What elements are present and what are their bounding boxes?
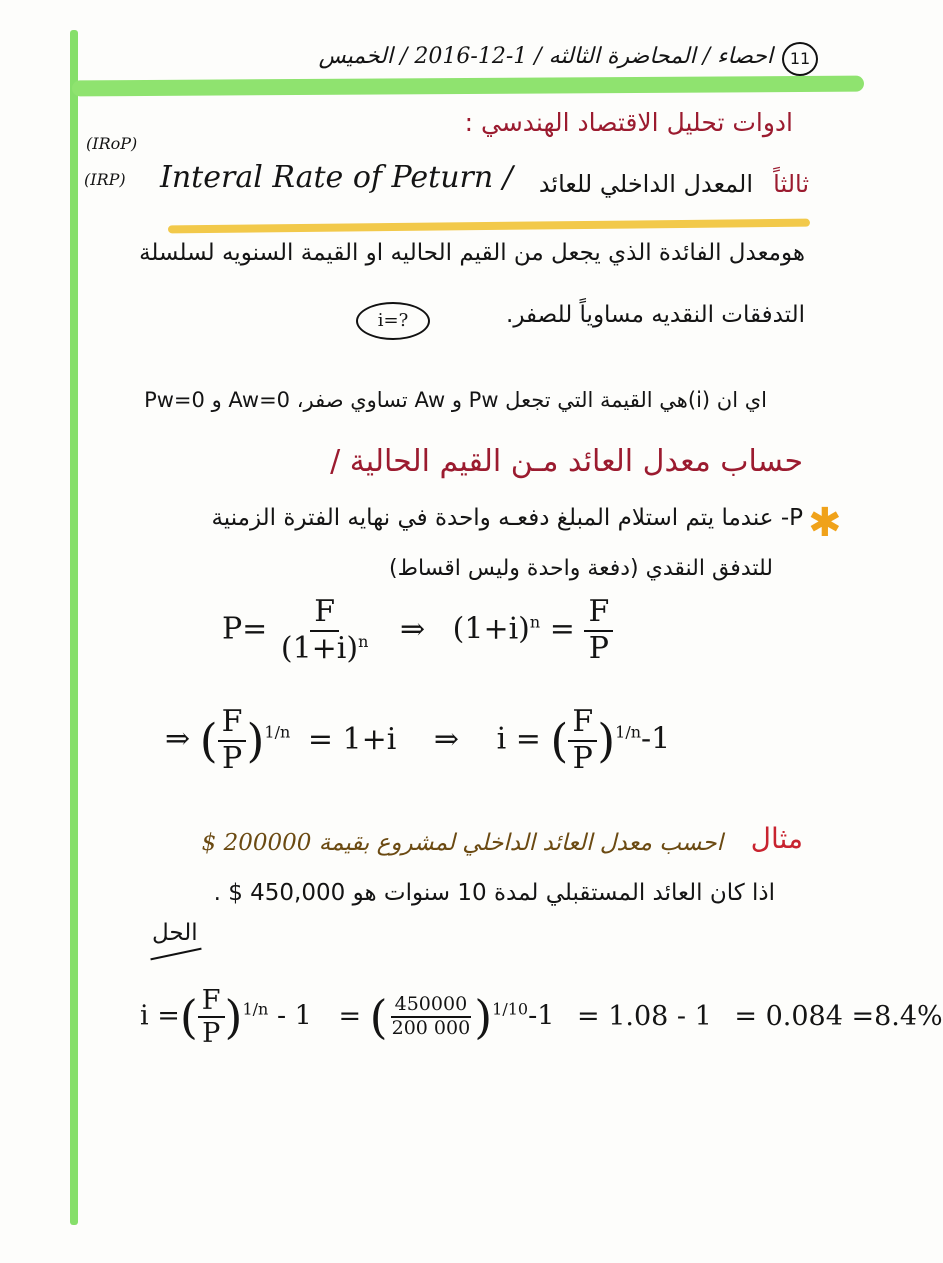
left-paren: ( — [179, 990, 198, 1045]
right-paren: ) — [246, 713, 265, 768]
formula-present-value — [222, 595, 613, 666]
formula3-result-1: = 1.08 - 1 — [576, 1000, 712, 1032]
formula3-fraction-2 — [388, 994, 475, 1040]
formula-worked-solution — [140, 985, 943, 1049]
right-paren: ) — [224, 990, 243, 1045]
formula1-arrow: ⇒ — [399, 611, 426, 647]
formula1-rhs-equals: = — [549, 611, 575, 647]
formula3-equals: = — [338, 1000, 362, 1032]
green-header-line — [72, 76, 864, 97]
formula3-result-2: = 0.084 =8.4% — [734, 1000, 943, 1032]
formula3-minus-2: -1 — [528, 1000, 555, 1032]
left-paren: ( — [550, 713, 569, 768]
formula3-minus-1: - 1 — [276, 1000, 312, 1032]
formula3-denominator: P — [202, 1018, 221, 1050]
definition-line-2: التدفقات النقديه مساوياً للصفر. — [506, 302, 805, 328]
section-heading: حساب معدل العائد مـن القيم الحالية / — [330, 444, 803, 479]
formula3-fraction — [198, 985, 225, 1049]
formula2-exponent-2: 1/n — [615, 722, 642, 742]
formula3-denominator-2: 200 000 — [391, 1017, 471, 1040]
formula1-den-exp: n — [358, 631, 369, 651]
left-paren: ( — [199, 713, 218, 768]
formula2-numerator-2: F — [568, 705, 597, 742]
formula2-denominator-2: P — [572, 740, 593, 776]
formula3-numerator: F — [198, 985, 225, 1018]
right-paren: ) — [597, 713, 616, 768]
formula1-rhs-denominator: P — [588, 630, 609, 666]
page-number-badge: 11 — [782, 42, 818, 76]
solution-label: الحل — [152, 920, 198, 946]
case-p-line-2: للتدفق النقدي (دفعة واحدة وليس اقساط) — [389, 556, 773, 581]
formula3-i-equals: i = — [140, 1000, 180, 1032]
formula2-numerator: F — [218, 705, 247, 742]
irp-label: (IRP) — [84, 170, 126, 189]
interest-rate-oval: i=? — [356, 302, 430, 340]
example-label: مثال — [750, 822, 803, 855]
formula2-arrow-1: ⇒ — [165, 721, 191, 757]
green-margin-line — [70, 30, 78, 1225]
example-line-1: احسب معدل العائد الداخلي لمشروع بقيمة 200000 $ — [201, 830, 723, 856]
formula2-i-equals: i = — [496, 721, 541, 757]
formula1-denominator — [277, 632, 373, 667]
formula1-den-base: (1+i) — [280, 630, 359, 666]
left-paren: ( — [369, 990, 388, 1045]
irop-label: (IRoP) — [86, 134, 138, 153]
formula2-denominator: P — [221, 740, 243, 776]
formula3-exponent: 1/n — [242, 999, 269, 1019]
note-line: اي ان (i)هي القيمة التي تجعل Pw و Aw تساوي صفر، Aw=0 و Pw=0 — [144, 388, 767, 412]
topic-arabic-title: المعدل الداخلي للعائد — [538, 170, 753, 198]
formula3-numerator-2: 450000 — [391, 994, 472, 1018]
formula-solve-i — [165, 705, 670, 776]
formula3-exponent-2: 1/10 — [492, 999, 529, 1019]
page-header-title: احصاء / المحاضرة الثالثه / 1-12-2016 / الخميس — [318, 44, 773, 69]
formula2-fraction — [218, 705, 247, 776]
formula1-lhs: P= — [222, 611, 268, 647]
formula2-fraction-2 — [568, 705, 597, 776]
definition-line-1: هومعدل الفائدة الذي يجعل من القيم الحاليه او القيمة السنويه لسلسلة — [139, 240, 805, 266]
topic-number-word: ثالثاً — [773, 170, 809, 198]
tools-heading: ادوات تحليل الاقتصاد الهندسي : — [464, 108, 793, 137]
formula1-numerator: F — [310, 595, 339, 632]
right-paren: ) — [474, 990, 493, 1045]
star-icon: ✱ — [808, 500, 842, 546]
formula2-minus-one: -1 — [641, 721, 671, 757]
formula1-rhs-exp: n — [529, 612, 541, 632]
solution-underline — [150, 948, 201, 961]
formula1-fraction — [277, 595, 373, 666]
formula1-rhs-fraction — [584, 595, 613, 666]
yellow-highlight-underline — [168, 219, 810, 234]
formula2-equals-1-plus-i: = 1+i — [307, 721, 397, 757]
formula1-rhs-base: (1+i) — [452, 611, 530, 647]
formula2-arrow-2: ⇒ — [433, 721, 460, 757]
topic-english-title: Interal Rate of Peturn / — [160, 160, 513, 195]
formula1-rhs-numerator: F — [584, 595, 613, 632]
example-line-2: اذا كان العائد المستقبلي لمدة 10 سنوات هو 450,000 $ . — [213, 880, 775, 906]
formula2-exponent: 1/n — [264, 722, 291, 742]
case-p-line-1: P- عندما يتم استلام المبلغ دفعـه واحدة في نهايه الفترة الزمنية — [211, 505, 803, 531]
